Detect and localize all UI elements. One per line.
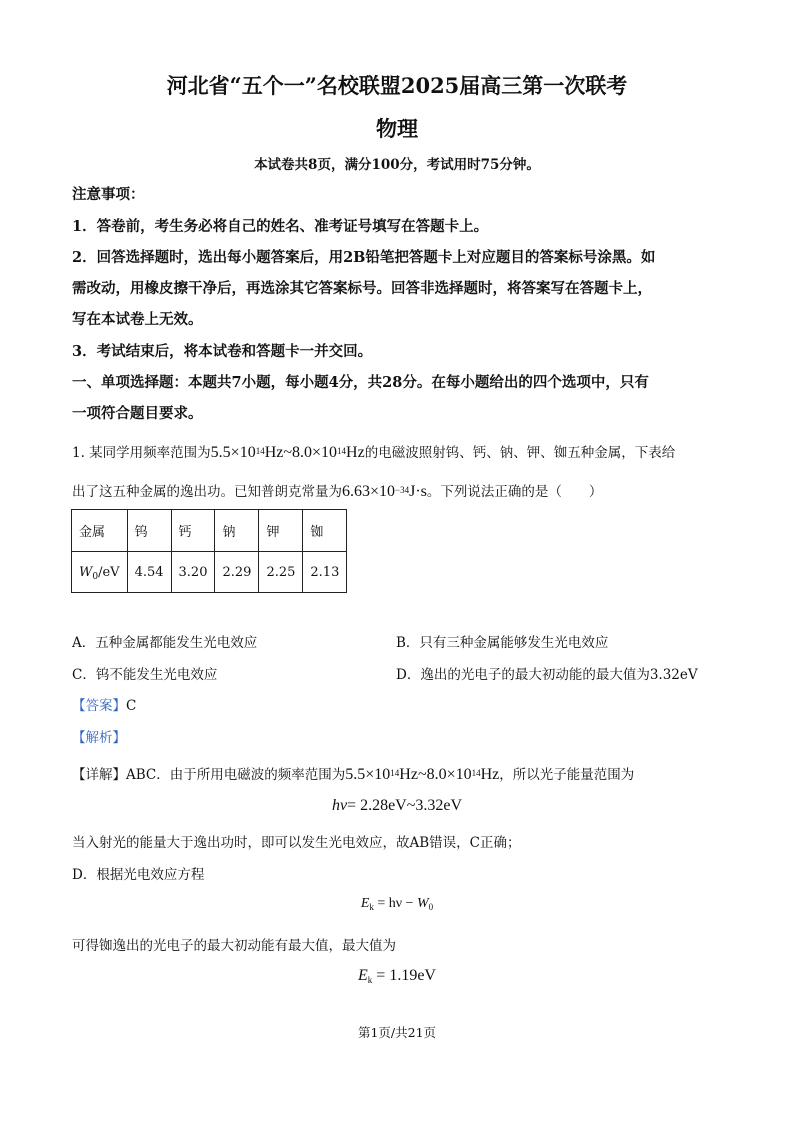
- table-cell: 2.29: [215, 552, 259, 593]
- question-1-prefix: 1. 某同学用频率范围为: [72, 445, 211, 461]
- eq2-E: E: [360, 896, 370, 911]
- option-c: C．钨不能发生光电效应: [72, 667, 218, 683]
- detail-frequency-range: [345, 766, 499, 783]
- option-b: B．只有三种金属能够发生光电效应: [396, 635, 609, 651]
- question-1-line-2-prefix: 出了这五种金属的逸出功。已知普朗克常量为: [72, 484, 342, 500]
- table-cell: 铷: [303, 510, 347, 552]
- equation-photon-energy: [0, 797, 794, 815]
- freq-low: 5.5×10: [210, 444, 256, 461]
- notice-item-2-line-2: 需改动，用橡皮擦干净后，再选涂其它答案标号。回答非选择题时，将答案写在答题卡上，: [72, 280, 652, 297]
- planck-value: 6.63×10: [342, 483, 396, 500]
- analysis-paragraph-1: 当入射光的能量大于逸出功时，即可以发生光电效应，故AB错误，C正确；: [72, 835, 521, 851]
- question-1-line-2: [72, 480, 602, 501]
- equation-photoelectric: [0, 896, 794, 912]
- table-cell: 3.20: [171, 552, 215, 593]
- analysis-tag: 【解析】: [72, 730, 126, 746]
- planck-exp: −34: [395, 485, 410, 495]
- table-cell: 钾: [259, 510, 303, 552]
- page-number: 第1页/共21页: [357, 1025, 437, 1040]
- detail-freq-low: 5.5×10: [345, 766, 391, 783]
- table-cell: 金属: [72, 510, 128, 552]
- freq-high-unit: Hz: [346, 444, 365, 461]
- freq-low-unit: Hz: [264, 444, 284, 461]
- notice-item-2-line-1: 2．回答选择题时，选出每小题答案后，用2B铅笔把答题卡上对应题目的答案标号涂黑。如: [72, 249, 656, 266]
- equation-lhs: hν: [331, 797, 348, 814]
- analysis-paragraph-3: 可得铷逸出的光电子的最大初动能有最大值，最大值为: [72, 938, 396, 954]
- notice-item-3: 3．考试结束后，将本试卷和答题卡一并交回。: [72, 343, 373, 360]
- eq2-mid: = hν −: [373, 896, 417, 911]
- exam-meta: 本试卷共8页，满分100分，考试用时75分钟。: [254, 157, 540, 173]
- detail-freq-high: 8.0×10: [426, 766, 472, 783]
- equation-max-energy: [0, 967, 794, 985]
- notice-heading: 注意事项：: [72, 186, 145, 203]
- work-function-unit: /eV: [98, 564, 120, 580]
- work-function-subscript: 0: [92, 571, 99, 582]
- question-1-after-range: 的电磁波照射钨、钙、钠、钾、铷五种金属，下表给: [364, 445, 676, 461]
- range-tilde: ~: [283, 444, 293, 461]
- eq3-k: k: [367, 975, 373, 985]
- table-cell: 钙: [171, 510, 215, 552]
- eq2-k: k: [369, 902, 374, 912]
- section-heading-line-2: 一项符合题目要求。: [72, 405, 203, 422]
- detail-tilde: ~: [417, 766, 427, 783]
- planck-unit: J·s: [409, 483, 427, 500]
- answer-value: C: [126, 698, 137, 714]
- detail-suffix: ，所以光子能量范围为: [499, 767, 635, 783]
- subject-title: 物理: [376, 116, 418, 141]
- detail-freq-low-exp: 14: [390, 768, 400, 778]
- eq2-W: W: [417, 896, 429, 911]
- detail-line: [72, 763, 634, 784]
- eq3-E: E: [358, 967, 368, 984]
- table-cell: 4.54: [127, 552, 171, 593]
- answer-line: [72, 694, 136, 714]
- detail-freq-high-unit: Hz: [480, 766, 500, 783]
- table-cell: 钨: [127, 510, 171, 552]
- question-1-line-2-suffix: 。下列说法正确的是（ ）: [426, 484, 603, 500]
- freq-high: 8.0×10: [292, 444, 338, 461]
- section-heading-line-1: 一、单项选择题：本题共7小题，每小题4分，共28分。在每小题给出的四个选项中，只有: [72, 374, 649, 391]
- notice-item-1: 1．答卷前，考生务必将自己的姓名、准考证号填写在答题卡上。: [72, 218, 489, 235]
- exam-title: 河北省“五个一”名校联盟2025届高三第一次联考: [166, 73, 628, 98]
- work-function-symbol: W: [79, 564, 93, 580]
- eq3-rhs: = 1.19eV: [372, 967, 436, 984]
- analysis-paragraph-2: D．根据光电效应方程: [72, 867, 205, 883]
- detail-tag: 【详解】: [72, 767, 126, 783]
- table-cell: 2.25: [259, 552, 303, 593]
- table-cell: 钠: [215, 510, 259, 552]
- frequency-range: [211, 444, 365, 461]
- question-1-line-1: [72, 441, 675, 462]
- table-row-label: [72, 552, 128, 593]
- detail-freq-low-unit: Hz: [399, 766, 418, 783]
- answer-tag: 【答案】: [72, 698, 126, 714]
- option-d: D．逸出的光电子的最大初动能的最大值为3.32eV: [396, 667, 698, 683]
- table-header-row: [72, 510, 347, 552]
- equation-rhs: = 2.28eV~3.32eV: [347, 797, 463, 814]
- eq2-zero: 0: [428, 902, 434, 912]
- freq-high-exp: 14: [337, 446, 347, 456]
- table-cell: 2.13: [303, 552, 347, 593]
- table-row: [72, 552, 347, 593]
- work-function-table: [71, 509, 347, 593]
- notice-item-2-line-3: 写在本试卷上无效。: [72, 311, 203, 328]
- freq-low-exp: 14: [255, 446, 265, 456]
- detail-freq-high-exp: 14: [471, 768, 481, 778]
- option-a: A．五种金属都能发生光电效应: [72, 635, 258, 651]
- planck-constant: [342, 483, 427, 500]
- detail-text: ABC．由于所用电磁波的频率范围为: [126, 767, 346, 783]
